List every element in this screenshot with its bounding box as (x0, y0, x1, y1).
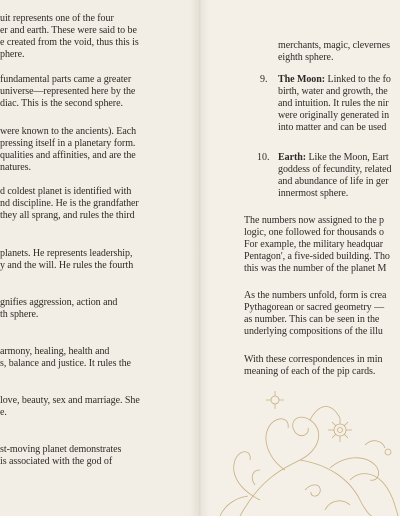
text-line: Pentagon', a five-sided building. Tho (244, 251, 390, 262)
text-line: goddess of fecundity, related (278, 164, 392, 175)
text-line: e created from the void, thus this is (0, 37, 139, 48)
text-line: e. (0, 407, 7, 418)
item-title: The Moon: (278, 74, 326, 85)
text-line: er and earth. These were said to be (0, 25, 137, 36)
text-line: For example, the military headquar (244, 239, 384, 250)
text-line: fundamental parts came a greater (0, 74, 132, 85)
text-line: pressing itself in a planetary form. (0, 138, 136, 149)
text-line: th sphere. (0, 309, 39, 320)
text-line: gnifies aggression, action and (0, 297, 118, 308)
text-line: planets. He represents leadership, (0, 248, 133, 259)
text-line: Pythagorean or sacred geometry — (244, 302, 385, 313)
text-line: nd discipline. He is the grandfather (0, 198, 139, 209)
text-line: underlying compositions of the illu (244, 326, 383, 337)
text-line: d coldest planet is identified with (0, 186, 132, 197)
list-item-first-line (278, 152, 389, 164)
text-line: logic, one followed for thousands o (244, 227, 384, 238)
text-line: is associated with the god of (0, 456, 113, 467)
item-title: Earth: (278, 152, 307, 163)
text-line: were originally generated in (278, 110, 390, 121)
text-line: st-moving planet demonstrates (0, 444, 122, 455)
text-line: love, beauty, sex and marriage. She (0, 395, 140, 406)
text-line: universe—represented here by the (0, 86, 136, 97)
text-line: as number. This can be seen in the (244, 314, 380, 325)
text-line: were known to the ancients). Each (0, 126, 137, 137)
text-line: s, balance and justice. It rules the (0, 358, 131, 369)
text-line: and intuition. It rules the nir (278, 98, 389, 109)
text-line: natures. (0, 162, 31, 173)
text-line: armony, healing, health and (0, 346, 110, 357)
floral-flourish-icon (200, 360, 400, 516)
text-line: y and the will. He rules the fourth (0, 260, 134, 271)
book-gutter (190, 0, 210, 516)
text-line: into matter and can be used (278, 122, 387, 133)
text-line: qualities and affinities, and are the (0, 150, 136, 161)
text-line: and abundance of life in ger (278, 176, 389, 187)
text-line: With these correspondences in min (244, 354, 383, 365)
text-line: merchants, magic, clevernes (278, 40, 390, 51)
text-line: meaning of each of the pip cards. (244, 366, 376, 377)
text-line: diac. This is the second sphere. (0, 98, 123, 109)
text-line: birth, water and growth, the (278, 86, 388, 97)
right-page (200, 0, 400, 516)
text-line: innermost sphere. (278, 188, 349, 199)
list-number: 10. (257, 152, 270, 163)
list-number: 9. (260, 74, 268, 85)
text-line: this was the number of the planet M (244, 263, 387, 274)
list-item-first-line (278, 74, 391, 86)
text-line: phere. (0, 49, 25, 60)
text-line: The numbers now assigned to the p (244, 215, 384, 226)
item-text: Linked to the fo (325, 74, 391, 85)
text-line: eighth sphere. (278, 52, 334, 63)
text-line: uit represents one of the four (0, 13, 114, 24)
item-text: Like the Moon, Eart (306, 152, 389, 163)
text-line: they all sprang, and rules the third (0, 210, 135, 221)
text-line: As the numbers unfold, form is crea (244, 290, 387, 301)
